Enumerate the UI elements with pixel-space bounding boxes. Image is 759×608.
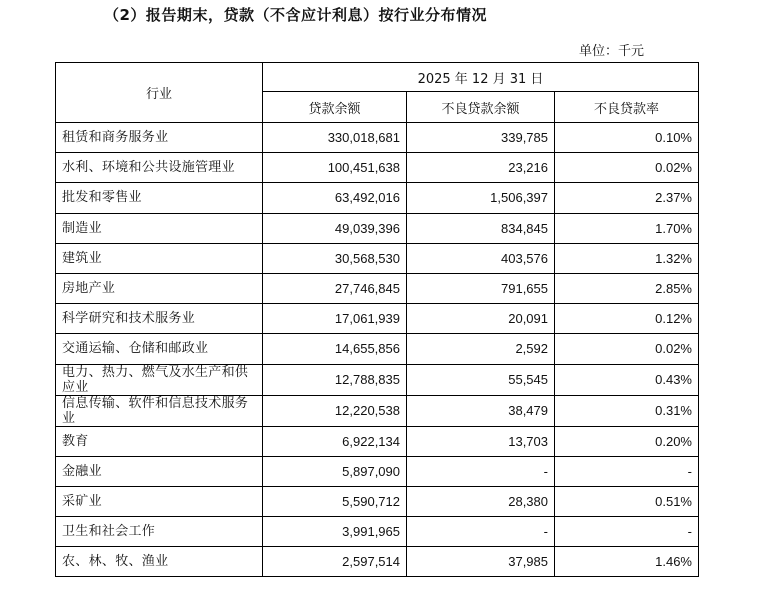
header-npl-ratio: 不良贷款率 xyxy=(555,92,699,123)
table-row xyxy=(56,334,699,364)
industry-cell: 信息传输、软件和信息技术服务业 xyxy=(56,395,263,426)
npl-balance-cell: 791,655 xyxy=(407,273,555,303)
industry-cell: 批发和零售业 xyxy=(56,183,263,213)
table-row xyxy=(56,213,699,243)
npl-balance-cell: 13,703 xyxy=(407,426,555,456)
header-loan-balance: 贷款余额 xyxy=(263,92,407,123)
section-heading: （2）报告期末，贷款（不含应计利息）按行业分布情况 xyxy=(104,6,487,24)
npl-ratio-cell: 0.20% xyxy=(555,426,699,456)
industry-cell: 交通运输、仓储和邮政业 xyxy=(56,334,263,364)
table-row xyxy=(56,153,699,183)
table-row xyxy=(56,486,699,516)
npl-ratio-cell: 2.85% xyxy=(555,273,699,303)
header-industry: 行业 xyxy=(56,63,263,123)
npl-balance-cell: 23,216 xyxy=(407,153,555,183)
industry-cell: 采矿业 xyxy=(56,486,263,516)
table-row xyxy=(56,547,699,577)
loan-balance-cell: 5,590,712 xyxy=(263,486,407,516)
npl-ratio-cell: 0.10% xyxy=(555,123,699,153)
loan-balance-cell: 12,220,538 xyxy=(263,395,407,426)
table-row xyxy=(56,123,699,153)
npl-balance-cell: - xyxy=(407,517,555,547)
npl-balance-cell: 1,506,397 xyxy=(407,183,555,213)
npl-balance-cell: 55,545 xyxy=(407,364,555,395)
npl-ratio-cell: - xyxy=(555,456,699,486)
table-row xyxy=(56,243,699,273)
npl-ratio-cell: 0.02% xyxy=(555,334,699,364)
industry-cell: 电力、热力、燃气及水生产和供应业 xyxy=(56,364,263,395)
npl-balance-cell: 38,479 xyxy=(407,395,555,426)
table-row xyxy=(56,273,699,303)
loan-balance-cell: 6,922,134 xyxy=(263,426,407,456)
npl-ratio-cell: 1.32% xyxy=(555,243,699,273)
loans-by-industry-table xyxy=(55,62,699,577)
loan-balance-cell: 12,788,835 xyxy=(263,364,407,395)
loan-balance-cell: 5,897,090 xyxy=(263,456,407,486)
loan-balance-cell: 330,018,681 xyxy=(263,123,407,153)
table-row xyxy=(56,426,699,456)
npl-ratio-cell: 0.43% xyxy=(555,364,699,395)
industry-cell: 房地产业 xyxy=(56,273,263,303)
industry-cell: 科学研究和技术服务业 xyxy=(56,304,263,334)
loan-balance-cell: 3,991,965 xyxy=(263,517,407,547)
npl-balance-cell: 834,845 xyxy=(407,213,555,243)
npl-ratio-cell: 0.51% xyxy=(555,486,699,516)
npl-ratio-cell: - xyxy=(555,517,699,547)
loan-balance-cell: 14,655,856 xyxy=(263,334,407,364)
loan-balance-cell: 2,597,514 xyxy=(263,547,407,577)
npl-ratio-cell: 1.70% xyxy=(555,213,699,243)
table-row xyxy=(56,364,699,395)
header-npl-balance: 不良贷款余额 xyxy=(407,92,555,123)
npl-balance-cell: 403,576 xyxy=(407,243,555,273)
table-row xyxy=(56,304,699,334)
industry-cell: 水利、环境和公共设施管理业 xyxy=(56,153,263,183)
loan-balance-cell: 17,061,939 xyxy=(263,304,407,334)
table-row xyxy=(56,456,699,486)
unit-label: 单位：千元 xyxy=(579,44,645,59)
npl-balance-cell: 37,985 xyxy=(407,547,555,577)
loan-balance-cell: 49,039,396 xyxy=(263,213,407,243)
npl-balance-cell: 2,592 xyxy=(407,334,555,364)
loan-balance-cell: 27,746,845 xyxy=(263,273,407,303)
table-row xyxy=(56,517,699,547)
industry-cell: 卫生和社会工作 xyxy=(56,517,263,547)
industry-cell: 教育 xyxy=(56,426,263,456)
npl-balance-cell: 28,380 xyxy=(407,486,555,516)
npl-ratio-cell: 2.37% xyxy=(555,183,699,213)
npl-ratio-cell: 0.31% xyxy=(555,395,699,426)
industry-cell: 金融业 xyxy=(56,456,263,486)
table-row xyxy=(56,395,699,426)
npl-ratio-cell: 1.46% xyxy=(555,547,699,577)
loan-balance-cell: 63,492,016 xyxy=(263,183,407,213)
npl-ratio-cell: 0.12% xyxy=(555,304,699,334)
npl-ratio-cell: 0.02% xyxy=(555,153,699,183)
npl-balance-cell: 339,785 xyxy=(407,123,555,153)
table-row xyxy=(56,183,699,213)
industry-cell: 租赁和商务服务业 xyxy=(56,123,263,153)
loan-balance-cell: 100,451,638 xyxy=(263,153,407,183)
industry-cell: 建筑业 xyxy=(56,243,263,273)
header-date: 2025 年 12 月 31 日 xyxy=(263,63,699,92)
industry-cell: 农、林、牧、渔业 xyxy=(56,547,263,577)
npl-balance-cell: - xyxy=(407,456,555,486)
industry-cell: 制造业 xyxy=(56,213,263,243)
loan-balance-cell: 30,568,530 xyxy=(263,243,407,273)
npl-balance-cell: 20,091 xyxy=(407,304,555,334)
